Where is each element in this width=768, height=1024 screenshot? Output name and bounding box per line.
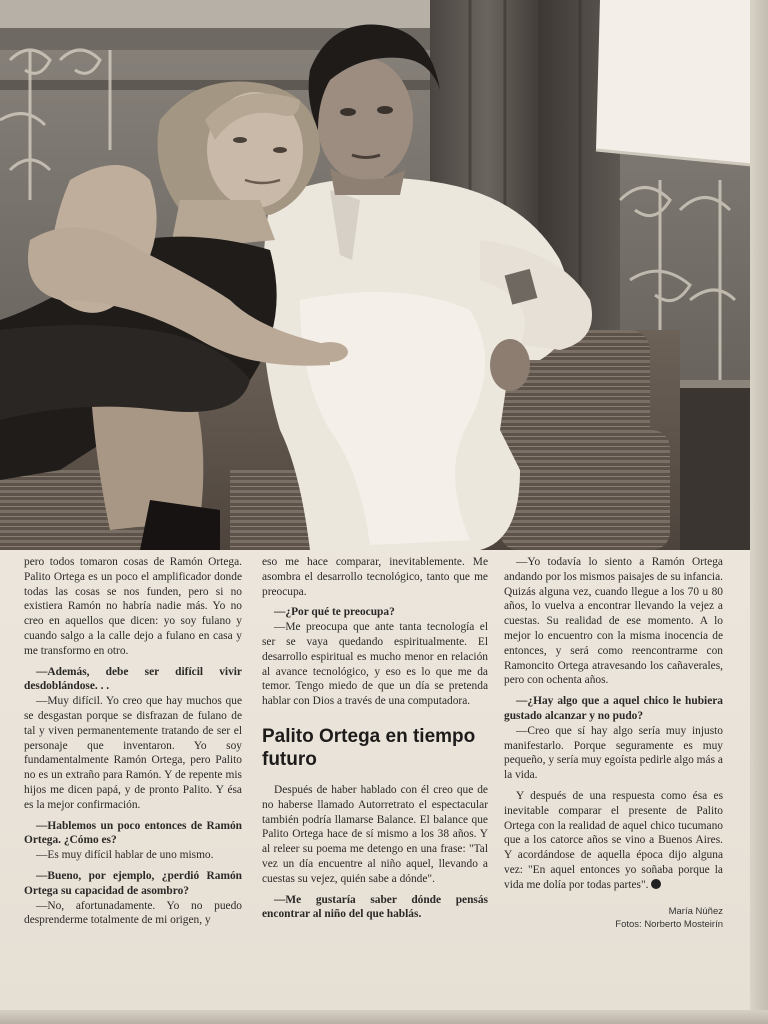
end-mark-icon bbox=[651, 879, 661, 889]
article-column-3 bbox=[504, 555, 723, 931]
interview-answer: —Muy difícil. Yo creo que hay muchos que se desgastan porque se disfrazan de fulano de tal y viven permanentemente tratando de ser el personaje que inventaron. Yo soy fundamentalmente Ramón Ortega, pero Palito no es un extraño para Ramón. Y de repente mis hijos me dicen papá, y de pronto Palito. Y ésa es la mejor confirmación. bbox=[24, 695, 242, 811]
page-edge-bottom bbox=[0, 1010, 768, 1024]
credits bbox=[504, 905, 723, 931]
interview-question: —Bueno, por ejemplo, ¿perdió Ramón Ortega su capacidad de asombro? bbox=[24, 869, 242, 897]
interview-question: —Hablemos un poco entonces de Ramón Ortega. ¿Cómo es? bbox=[24, 819, 242, 847]
page-edge-right bbox=[750, 0, 768, 1024]
interview-answer: —Es muy difícil hablar de uno mismo. bbox=[36, 849, 214, 862]
author-credit: María Núñez bbox=[668, 905, 723, 917]
interview-answer: —Creo que sí hay algo sería muy injusto manifestarlo. Porque seguramente es muy pequeño, y sería muy egoísta pedirle algo más a la vida. bbox=[504, 724, 723, 782]
interview-question: —Además, debe ser difícil vivir desdoblándose. . . bbox=[24, 665, 242, 693]
photo-credit: Fotos: Norberto Mosteirín bbox=[615, 918, 723, 930]
interview-question: —¿Por qué te preocupa? bbox=[274, 606, 395, 619]
closing-text: Y después de una respuesta como ésa es inevitable comparar el presente de Palito Ortega con la realidad de aquel chico tucumano que a los catorce años se vino a Buenos Aires. Y acordándose de aquella época dijo alguna vez: "En aquel entonces yo soñaba porque la vida me dolía por todas partes". bbox=[504, 789, 723, 891]
interview-answer: —Yo todavía lo siento a Ramón Ortega andando por los mismos paisajes de su infancia. Quizás alguna vez, cuando llegue a los 70 u 80 años, lo vuelva a encontrar llevando la vejez a cuestas. Su realidad de ese momento. A lo mejor lo encuentro con la misma inocencia de entonces, y será como reencontrarme con Ramoncito Ortega atravesando los cañaverales, pero con ochenta años. bbox=[504, 556, 723, 687]
section-heading: Palito Ortega en tiempo futuro bbox=[262, 725, 476, 770]
interview-question: —¿Hay algo que a aquel chico le hubiera gustado alcanzar y no pudo? bbox=[504, 695, 723, 722]
interview-question: —Me gustaría saber dónde pensás encontrar al niño del que hablás. bbox=[262, 893, 488, 921]
paragraph: eso me hace comparar, inevitablemente. Me asombra el desarrollo tecnológico, tanto que me preocupa. bbox=[262, 556, 488, 598]
closing-paragraph bbox=[504, 789, 723, 893]
article-column-1 bbox=[24, 555, 242, 928]
paragraph: Después de haber hablado con él creo que de no haberse llamado Autorretrato el espectacular también podría llamarse Balance. El balance que Palito Ortega hace de sí mismo a los 38 años. Y al releer su poema me detengo en una frase: "Tal vez un día encuentre al niño aquel, llevando a cuestas su vejez, quién sabe a dónde". bbox=[262, 783, 488, 885]
interview-answer: —Me preocupa que ante tanta tecnología el ser se vaya quedando espiritualmente. El desarrollo espiritual es mucho menor en relación al avance tecnológico, y eso es lo que me da temor. Tengo miedo de que un día se pretenda hablar con Dios a través de una computadora. bbox=[262, 621, 488, 708]
interview-answer: —No, afortunadamente. Yo no puedo desprenderme totalmente de mi origen, y bbox=[24, 899, 242, 927]
paragraph: pero todos tomaron cosas de Ramón Ortega. Palito Ortega es un poco el amplificador donde todas las cosas se nos funden, pero si no existiera Ramón no habría nadie más. Yo no creo en aquellos que dicen: yo soy fulano y cuando salgo a la calle dejo a fulano en casa y me transformo en otro. bbox=[24, 556, 242, 657]
article-column-2 bbox=[262, 555, 488, 922]
